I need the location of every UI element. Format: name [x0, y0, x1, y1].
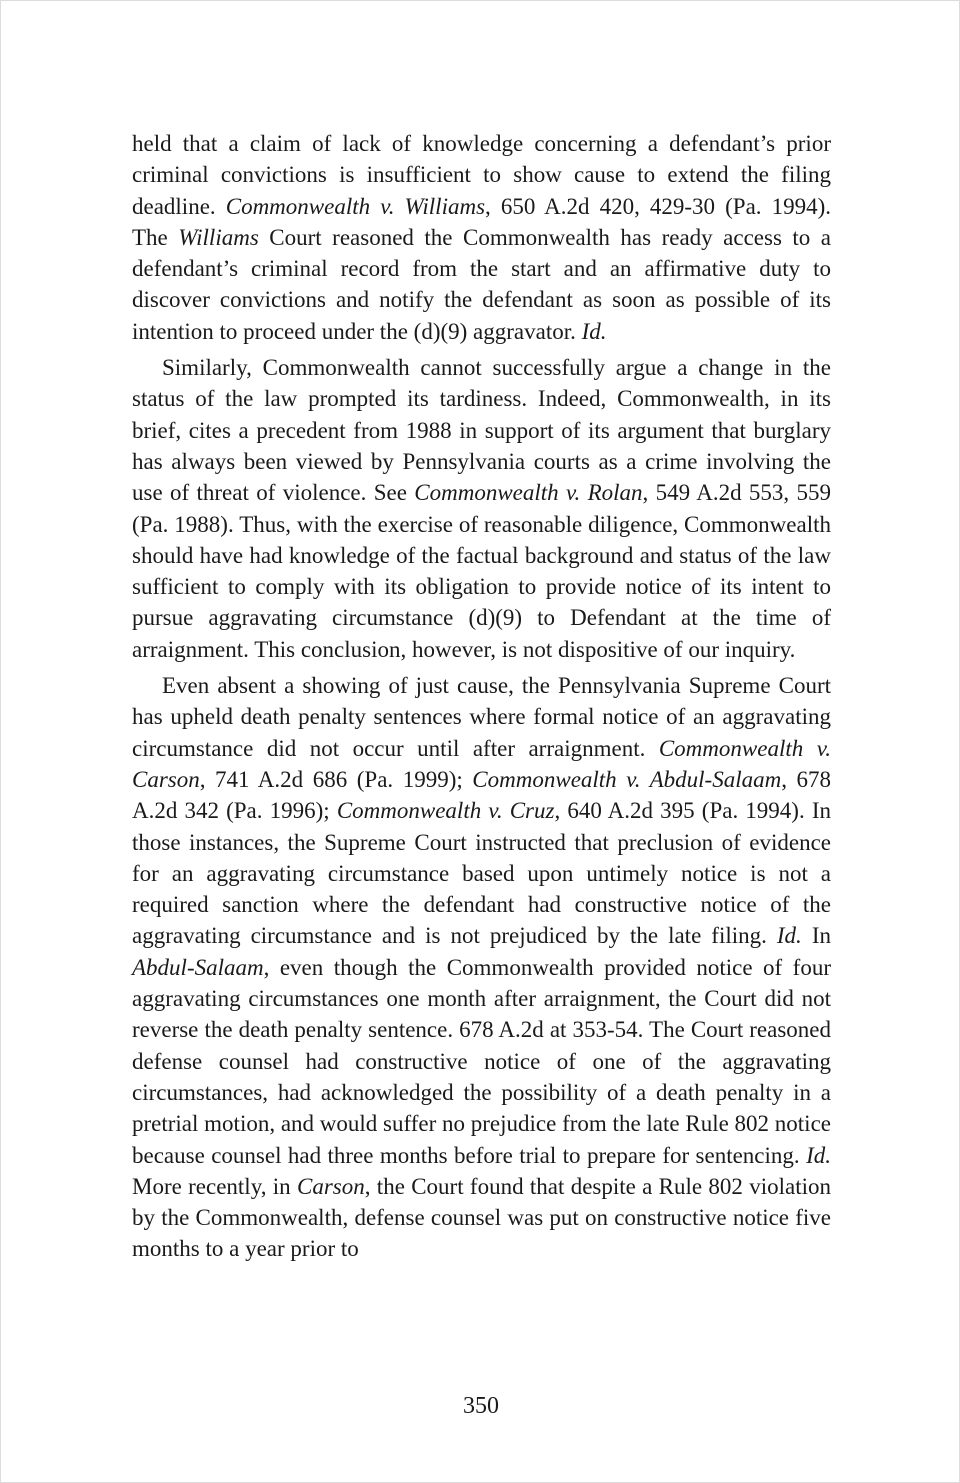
- case-citation: Williams: [178, 224, 259, 250]
- case-citation: Id.: [776, 923, 802, 949]
- text-run: , 640 A.2d 395 (Pa. 1994). In those instances, the Supreme Court instructed that preclusion of evidence for an aggravating circumstance based upon untimely notice is not a required sanction where the defendant had constructive notice of the aggravating circumstance and is not prejudiced by the late filing.: [132, 798, 831, 949]
- case-citation: Commonwealth v. Abdul-Salaam: [472, 766, 782, 792]
- text-run: , 678 A.2d 342 (Pa. 1996);: [132, 766, 831, 824]
- case-citation: Id.: [581, 318, 607, 344]
- case-citation: Id.: [806, 1142, 831, 1168]
- text-run: , 549 A.2d 553, 559 (Pa. 1988). Thus, with the exercise of reasonable diligence, Commonwealth should have had knowledge of the factual background and status of the law sufficient to comply with its obligation to provide notice of its intent to pursue aggravating circumstance (d)(9) to Defendant at the time of arraignment. This conclusion, however, is not dispositive of our inquiry.: [132, 480, 832, 662]
- body-text: [132, 128, 831, 1265]
- text-run: Court reasoned the Commonwealth has ready access to a defendant’s criminal record from the start and an affirmative duty to discover convictions and notify the defendant as soon as possible of its intention to proceed under the (d)(9) aggravator.: [132, 224, 831, 344]
- case-citation: Abdul-Salaam: [132, 954, 264, 980]
- text-run: , 650 A.2d 420, 429-30 (Pa. 1994). The: [132, 193, 832, 250]
- case-citation: Commonwealth v. Cruz: [336, 798, 555, 824]
- paragraph: [132, 352, 831, 665]
- paragraph: [132, 670, 831, 1265]
- case-citation: Commonwealth v. Rolan: [414, 480, 643, 506]
- text-run: Similarly, Commonwealth cannot successfully argue a change in the status of the law prompted its tardiness. Indeed, Commonwealth, in its brief, cites a precedent from 1988 in support of its argument that burglary has always been viewed by Pennsylvania courts as a crime involving the use of threat of violence. See: [132, 355, 831, 506]
- case-citation: Carson: [296, 1173, 365, 1199]
- text-run: , even though the Commonwealth provided notice of four aggravating circumstances one month after arraignment, the Court did not reverse the death penalty sentence. 678 A.2d at 353-54. The Court reasoned defense counsel had constructive notice of one of the aggravating circumstances, had acknowledged the possibility of a death penalty in a pretrial motion, and would suffer no prejudice from the late Rule 802 notice because counsel had three months before trial to prepare for sentencing.: [132, 954, 831, 1168]
- page-number: 350: [463, 1393, 499, 1419]
- text-run: More recently, in: [132, 1173, 297, 1199]
- case-citation: Commonwealth v. Carson: [132, 735, 831, 792]
- case-citation: Commonwealth v. Williams: [225, 193, 486, 219]
- text-run: Even absent a showing of just cause, the Pennsylvania Supreme Court has upheld death penalty sentences where formal notice of an aggravating circumstance did not occur until after arraignment.: [132, 673, 831, 761]
- text-run: In: [801, 923, 831, 949]
- paragraph: [132, 128, 831, 347]
- text-run: held that a claim of lack of knowledge concerning a defendant’s prior criminal convictions is insufficient to show cause to extend the filing deadline.: [132, 131, 831, 219]
- text-run: , the Court found that despite a Rule 802 violation by the Commonwealth, defense counsel was put on constructive notice five months to a year prior to: [132, 1173, 832, 1262]
- text-run: , 741 A.2d 686 (Pa. 1999);: [199, 766, 473, 792]
